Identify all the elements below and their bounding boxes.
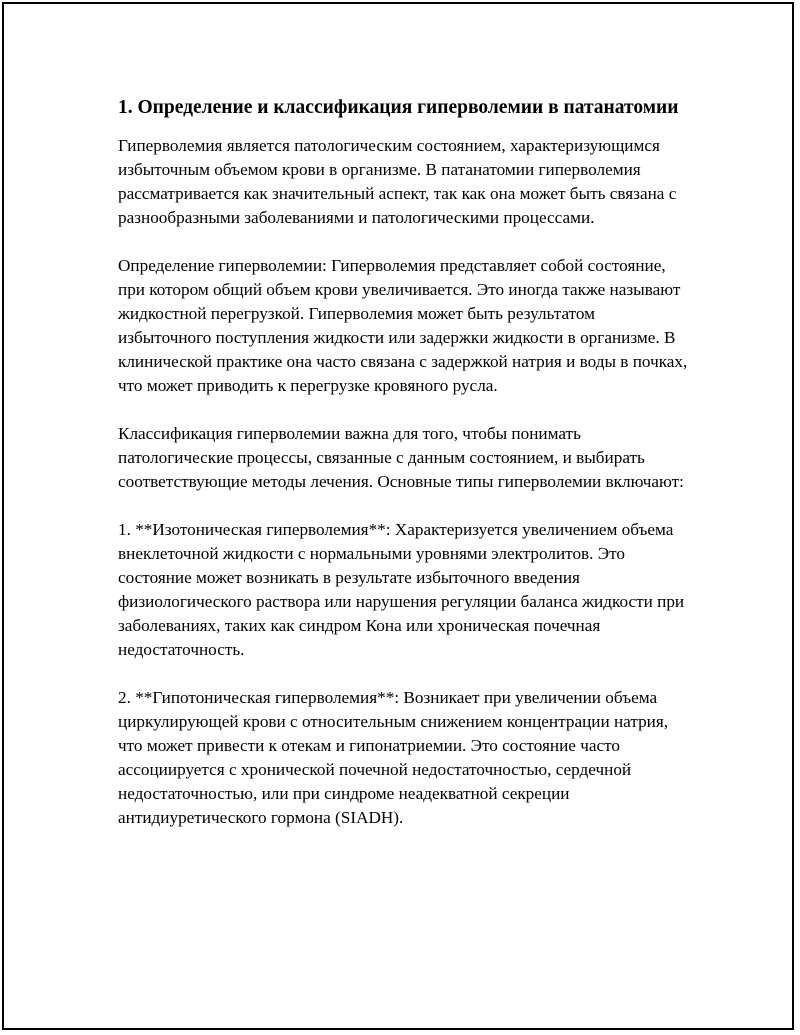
list-item-hypotonic: 2. **Гипотоническая гиперволемия**: Возникает при увеличении объема циркулирующей крови с относительным снижением концентрации натрия, что может привести к отекам и гипонатриемии. Это состояние часто ассоциируется с хронической почечной недостаточностью, сердечной недостаточностью, или при синдроме неадекватной секреции антидиуретического гормона (SIADH).: [118, 688, 669, 827]
list-item-isotonic: 1. **Изотоническая гиперволемия**: Характеризуется увеличением объема внеклеточной жидкости с нормальными уровнями электролитов. Это состояние может возникать в результате избыточного введения физиологического раствора или нарушения регуляции баланса жидкости при заболеваниях, таких как синдром Кона или хроническая почечная недостаточность.: [118, 520, 685, 659]
paragraph-classification: Классификация гиперволемии важна для того, чтобы понимать патологические процессы, связанные с данным состоянием, и выбирать соответствующие методы лечения. Основные типы гиперволемии включают:: [118, 424, 684, 491]
section-heading: 1. Определение и классификация гиперволемии в патанатомии: [118, 97, 679, 118]
paragraph-intro: Гиперволемия является патологическим состоянием, характеризующимся избыточным объемом крови в организме. В патанатомии гиперволемия рассматривается как значительный аспект, так как она может быть связана с разнообразными заболеваниями и патологическими процессами.: [118, 136, 677, 227]
paragraph-definition: Определение гиперволемии: Гиперволемия представляет собой состояние, при котором общий объем крови увеличивается. Это иногда также называют жидкостной перегрузкой. Гиперволемия может быть результатом избыточного поступления жидкости или задержки жидкости в организме. В клинической практике она часто связана с задержкой натрия и воды в почках, что может приводить к перегрузке кровяного русла.: [118, 256, 688, 395]
document-body: [118, 94, 688, 854]
